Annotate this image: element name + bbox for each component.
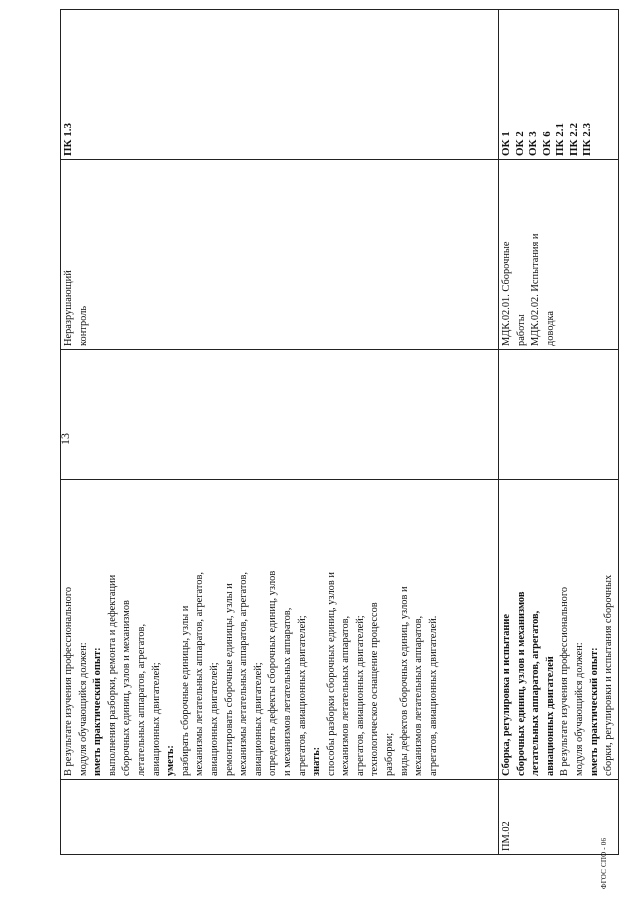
- text-line: МДК.02.02. Испытания и: [530, 233, 542, 346]
- text-line: ОК 3: [527, 131, 539, 156]
- text-line: авиационных двигателей;: [208, 662, 220, 776]
- text-line: технологическое оснащение процессов: [369, 602, 381, 776]
- text-line: работы: [515, 314, 527, 346]
- text-line: В результате изучения профессионального: [559, 586, 571, 776]
- text-line: Неразрушающий: [63, 270, 74, 346]
- text-line: контроль: [77, 305, 89, 346]
- text-line: определять дефекты сборочных единиц, узлов: [267, 570, 279, 776]
- text-line: ОК 6: [540, 131, 553, 156]
- text-line: ПК 2.2: [567, 122, 580, 156]
- table-row: [61, 10, 499, 855]
- text-line: механизмы летательных аппаратов, агрегатов,: [194, 571, 206, 776]
- module-code-cell: [61, 780, 499, 855]
- text-line: иметь практический опыт:: [92, 647, 104, 776]
- requirements-cell: [61, 480, 499, 780]
- text-line: выполнения разборки, ремонта и дефектации: [106, 574, 118, 776]
- text-line: механизмов летательных аппаратов,: [340, 615, 352, 776]
- text-line: разбирать сборочные единицы, узлы и: [179, 605, 191, 776]
- text-line: летательных аппаратов, агрегатов,: [135, 623, 147, 776]
- requirements-cell: [499, 480, 619, 780]
- text-line: и механизмов летательных аппаратов,: [281, 607, 293, 776]
- table-row: [499, 10, 619, 855]
- text-line: иметь практический опыт:: [588, 647, 600, 776]
- text-line: доводка: [544, 310, 556, 346]
- text-line: виды дефектов сборочных единиц, узлов и: [398, 586, 410, 776]
- text-line: летательных аппаратов, агрегатов,: [530, 610, 542, 776]
- text-line: сборки, регулировки и испытания сборочных: [603, 574, 615, 776]
- text-line: агрегатов, авиационных двигателей;: [296, 615, 308, 776]
- text-line: разборки;: [384, 732, 396, 776]
- text-line: механизмы летательных аппаратов, агрегатов,: [238, 571, 250, 776]
- text-line: модуля обучающийся должен:: [573, 642, 585, 776]
- text-line: В результате изучения профессионального: [63, 586, 74, 776]
- text-line: авиационных двигателей: [544, 656, 556, 776]
- text-line: агрегатов, авиационных двигателей;: [354, 615, 366, 776]
- hours-cell: [499, 350, 619, 480]
- footer-code: ФГОС СПО - 06: [600, 837, 608, 889]
- text-line: авиационных двигателей;: [150, 662, 162, 776]
- text-line: авиационных двигателей;: [252, 662, 264, 776]
- text-line: ПК 2.3: [581, 122, 593, 156]
- courses-cell: [61, 160, 499, 350]
- text-line: ОК 2: [513, 131, 526, 156]
- hours-cell: [61, 350, 499, 480]
- text-line: агрегатов, авиационных двигателей.: [427, 615, 439, 776]
- module-code-cell: ПМ.02: [499, 780, 619, 855]
- text-line: Сборка, регулировка и испытание: [501, 614, 512, 776]
- text-line: способы разборки сборочных единиц, узлов и: [325, 572, 337, 776]
- courses-cell: [499, 160, 619, 350]
- competencies-cell: [499, 10, 619, 160]
- text-line: сборочных единиц, узлов и механизмов: [515, 591, 527, 776]
- text-line: уметь:: [165, 745, 177, 776]
- text-line: сборочных единиц, узлов и механизмов: [121, 600, 133, 776]
- text-line: ПК 2.1: [554, 122, 566, 156]
- text-line: ПК 1.3: [62, 122, 74, 156]
- text-line: модуля обучающийся должен:: [77, 642, 89, 776]
- page-number: 13: [58, 433, 72, 445]
- competency-table: [60, 9, 619, 855]
- text-line: МДК.02.01. Сборочные: [501, 241, 512, 346]
- competencies-cell: [61, 10, 499, 160]
- text-line: ОК 1: [500, 131, 512, 156]
- text-line: ремонтировать сборочные единицы, узлы и: [223, 583, 235, 776]
- text-line: знать:: [311, 746, 323, 776]
- text-line: механизмов летательных аппаратов,: [413, 615, 425, 776]
